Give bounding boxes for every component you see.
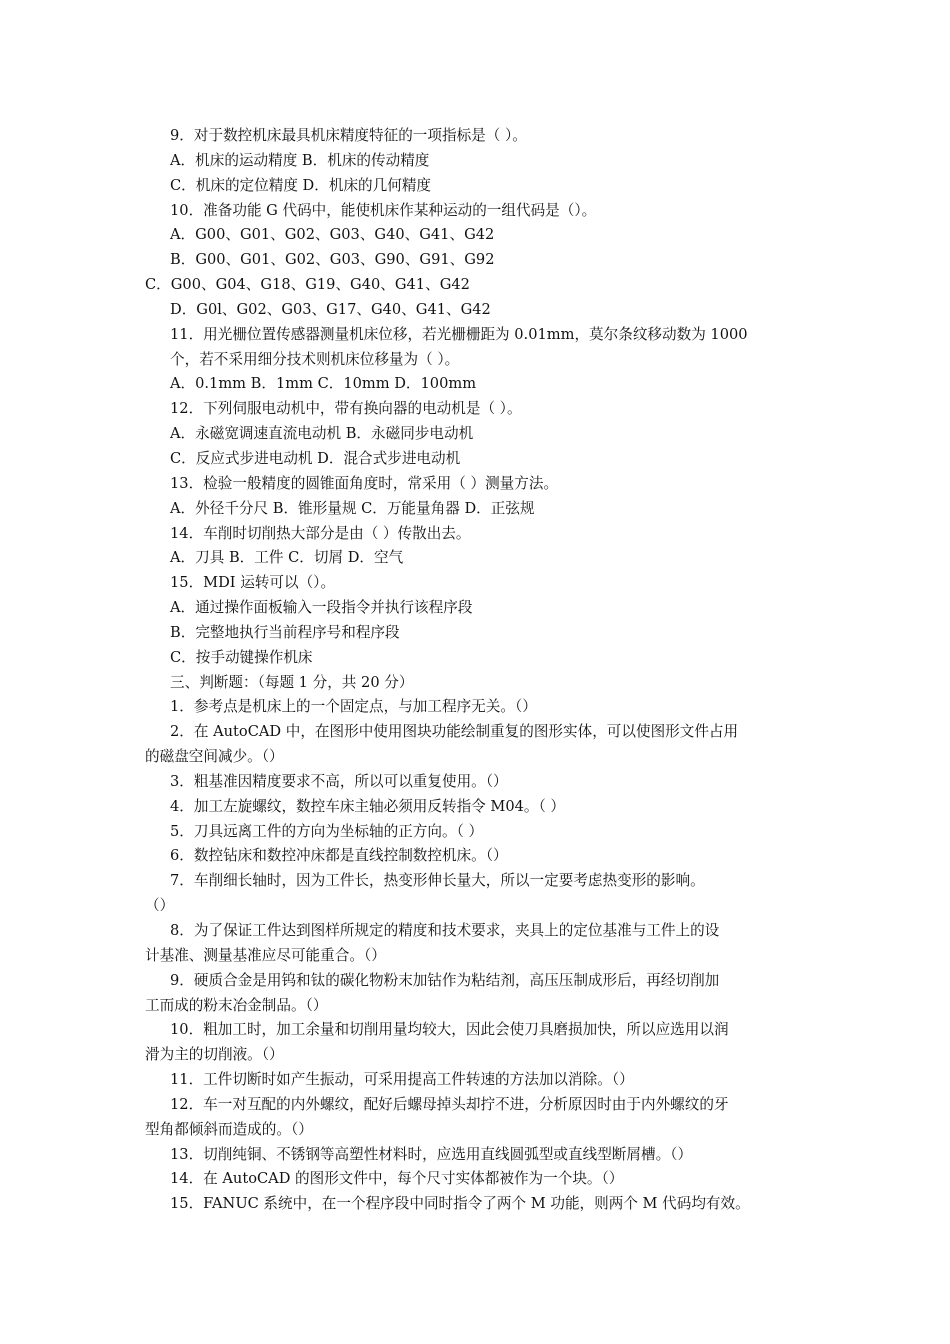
tf-item-15: 15．FANUC 系统中，在一个程序段中同时指令了两个 M 功能，则两个 M 代码均有效。: [170, 1195, 750, 1213]
question-9-options-cd: C．机床的定位精度 D．机床的几何精度: [170, 176, 432, 194]
tf-item-11: 11．工件切断时如产生振动，可采用提高工件转速的方法加以消除。（）: [170, 1071, 634, 1089]
tf-item-10-cont: 滑为主的切削液。（）: [145, 1046, 284, 1064]
question-10-option-a: A．G00、G01、G02、G03、G40、G41、G42: [170, 226, 495, 244]
question-14-stem: 14．车削时切削热大部分是由（ ）传散出去。: [170, 524, 471, 542]
tf-item-13: 13．切削纯铜、不锈钢等高塑性材料时，应选用直线圆弧型或直线型断屑槽。（）: [170, 1145, 693, 1163]
tf-item-14: 14．在 AutoCAD 的图形文件中，每个尺寸实体都被作为一个块。（）: [170, 1170, 624, 1188]
question-10-stem: 10．准备功能 G 代码中，能使机床作某种运动的一组代码是（）。: [170, 201, 597, 219]
question-13-options: A．外径千分尺 B．锥形量规 C．万能量角器 D．正弦规: [170, 499, 535, 517]
tf-item-8-cont: 计基准、测量基准应尽可能重合。（）: [145, 946, 386, 964]
question-10-option-d: D．G0l、G02、G03、G17、G40、G41、G42: [170, 300, 491, 318]
tf-item-6: 6．数控钻床和数控冲床都是直线控制数控机床。（）: [170, 847, 508, 865]
tf-item-7: 7．车削细长轴时，因为工件长，热变形伸长量大，所以一定要考虑热变形的影响。: [170, 872, 705, 890]
question-9-options-ab: A．机床的运动精度 B．机床的传动精度: [170, 151, 430, 169]
tf-item-5: 5．刀具远离工件的方向为坐标轴的正方向。（ ）: [170, 822, 484, 840]
section-heading-true-false: 三、判断题：（每题 1 分，共 20 分）: [170, 673, 414, 691]
question-13-stem: 13．检验一般精度的圆锥面角度时，常采用（ ）测量方法。: [170, 474, 559, 492]
tf-item-2: 2．在 AutoCAD 中，在图形中使用图块功能绘制重复的图形实体，可以使图形文件占用: [170, 723, 739, 741]
question-9-stem: 9．对于数控机床最具机床精度特征的一项指标是（ ）。: [170, 127, 527, 144]
tf-item-9-cont: 工而成的粉末冶金制品。（）: [145, 996, 328, 1014]
tf-item-7-cont: （）: [145, 897, 175, 915]
tf-item-10: 10．粗加工时，加工余量和切削用量均较大，因此会使刀具磨损加快，所以应选用以润: [170, 1021, 729, 1039]
tf-item-3: 3．粗基准因精度要求不高，所以可以重复使用。（）: [170, 772, 508, 790]
tf-item-9: 9．硬质合金是用钨和钛的碳化物粉末加钴作为粘结剂，高压压制成形后，再经切削加: [170, 971, 720, 989]
question-14-options: A．刀具 B．工件 C．切屑 D．空气: [170, 549, 404, 567]
question-15-option-a: A．通过操作面板输入一段指令并执行该程序段: [170, 599, 473, 617]
question-12-options-ab: A．永磁宽调速直流电动机 B．永磁同步电动机: [170, 425, 474, 443]
tf-item-12: 12．车一对互配的内外螺纹，配好后螺母掉头却拧不进，分析原因时由于内外螺纹的牙: [170, 1095, 729, 1113]
question-15-option-b: B．完整地执行当前程序号和程序段: [170, 623, 400, 641]
question-15-option-c: C．按手动键操作机床: [170, 648, 313, 666]
tf-item-12-cont: 型角都倾斜而造成的。（）: [145, 1120, 313, 1138]
question-11-options: A．0.1mm B．1mm C．10mm D．100mm: [170, 375, 477, 393]
tf-item-4: 4．加工左旋螺纹，数控车床主轴必须用反转指令 M04。（ ）: [170, 797, 566, 815]
tf-item-8: 8．为了保证工件达到图样所规定的精度和技术要求，夹具上的定位基准与工件上的设: [170, 922, 720, 939]
tf-item-2-cont: 的磁盘空间减少。（）: [145, 748, 284, 766]
tf-item-1: 1．参考点是机床上的一个固定点，与加工程序无关。（）: [170, 698, 537, 716]
question-11-stem-cont: 个，若不采用细分技术则机床位移量为（ ）。: [170, 350, 460, 368]
question-11-stem: 11．用光栅位置传感器测量机床位移，若光栅栅距为 0.01mm，莫尔条纹移动数为 1000: [170, 325, 748, 343]
question-12-options-cd: C．反应式步进电动机 D．混合式步进电动机: [170, 449, 461, 467]
question-10-option-b: B．G00、G01、G02、G03、G90、G91、G92: [170, 251, 495, 269]
question-12-stem: 12．下列伺服电动机中，带有换向器的电动机是（ ）。: [170, 400, 522, 418]
document-page: [0, 124, 950, 1217]
question-10-option-c: C．G00、G04、G18、G19、G40、G41、G42: [145, 276, 470, 294]
question-15-stem: 15．MDI 运转可以（）。: [170, 574, 336, 592]
